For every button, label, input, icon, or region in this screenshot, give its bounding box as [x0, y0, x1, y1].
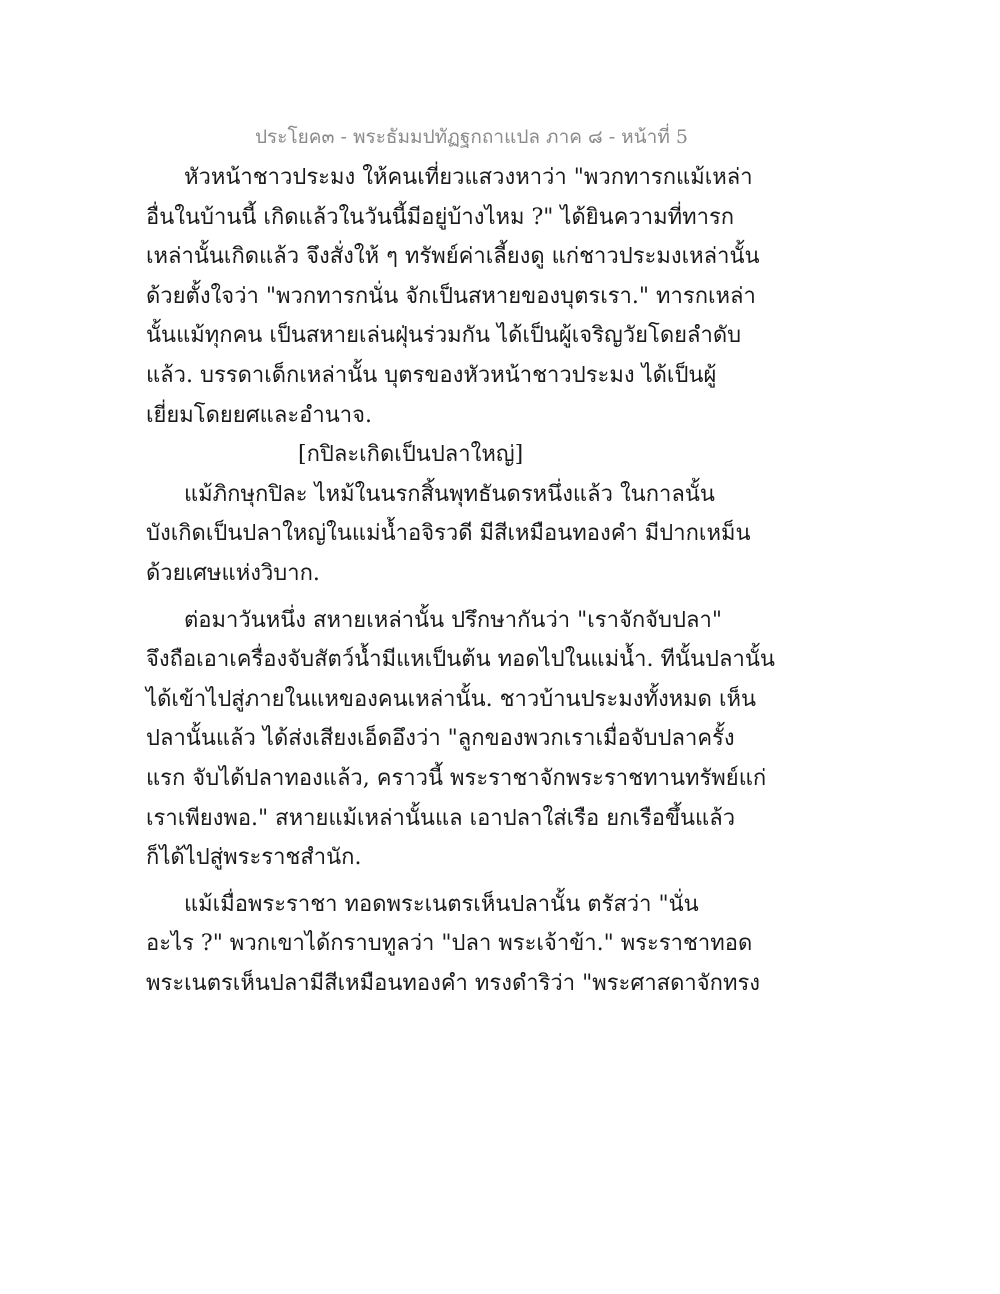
- text-line: อะไร ?" พวกเขาได้กราบทูลว่า "ปลา พระเจ้าข้า." พระราชาทอด: [146, 931, 753, 957]
- text-line: ปลานั้นแล้ว ได้ส่งเสียงเอ็ดอึงว่า "ลูกของพวกเราเมื่อจับปลาครั้ง: [146, 726, 735, 752]
- paragraph-gap: [146, 594, 706, 601]
- text-line: ต่อมาวันหนึ่ง สหายเหล่านั้น ปรึกษากันว่า "เราจักจับปลา": [184, 607, 722, 633]
- text-line: อื่นในบ้านนี้ เกิดแล้วในวันนี้มีอยู่บ้างไหม ?" ได้ยินความที่ทารก: [146, 204, 735, 230]
- text-line: ด้วยเศษแห่งวิบาก.: [146, 560, 320, 586]
- text-line: แม้เมื่อพระราชา ทอดพระเนตรเห็นปลานั้น ตรัสว่า "นั่น: [184, 891, 699, 917]
- section-heading: [กปิละเกิดเป็นปลาใหญ่]: [298, 442, 524, 468]
- text-line: บังเกิดเป็นปลาใหญ่ในแม่น้ำอจิรวดี มีสีเหมือนทองคำ มีปากเหม็น: [146, 521, 751, 547]
- paragraph-gap: [146, 878, 706, 885]
- text-line: เยี่ยมโดยยศและอำนาจ.: [146, 402, 372, 428]
- text-line: ด้วยตั้งใจว่า "พวกทารกนั่น จักเป็นสหายของบุตรเรา." ทารกเหล่า: [146, 283, 756, 309]
- paragraph: [146, 885, 761, 1004]
- text-line: เหล่านั้นเกิดแล้ว จึงสั่งให้ ๆ ทรัพย์ค่าเลี้ยงดู แก่ชาวประมงเหล่านั้น: [146, 244, 760, 270]
- body-text: [146, 158, 775, 1003]
- paragraph: [146, 158, 760, 435]
- text-line: แม้ภิกษุกปิละ ไหม้ในนรกสิ้นพุทธันดรหนึ่งแล้ว ในกาลนั้น: [184, 481, 715, 507]
- text-line: จึงถือเอาเครื่องจับสัตว์น้ำมีแหเป็นต้น ทอดไปในแม่น้ำ. ทีนั้นปลานั้น: [146, 647, 775, 673]
- text-line: ได้เข้าไปสู่ภายในแหของคนเหล่านั้น. ชาวบ้านประมงทั้งหมด เห็น: [146, 686, 757, 712]
- text-line: แล้ว. บรรดาเด็กเหล่านั้น บุตรของหัวหน้าชาวประมง ได้เป็นผู้: [146, 362, 717, 388]
- text-line: เราเพียงพอ." สหายแม้เหล่านั้นแล เอาปลาใส่เรือ ยกเรือขึ้นแล้ว: [146, 805, 736, 831]
- text-line: ก็ได้ไปสู่พระราชสำนัก.: [146, 845, 362, 871]
- text-line: หัวหน้าชาวประมง ให้คนเที่ยวแสวงหาว่า "พวกทารกแม้เหล่า: [184, 165, 753, 190]
- paragraph: [146, 475, 751, 594]
- text-line: แรก จับได้ปลาทองแล้ว, คราวนี้ พระราชาจักพระราชทานทรัพย์แก่: [146, 765, 767, 791]
- running-header: ประโยค๓ - พระธัมมปทัฏฐกถาแปล ภาค ๘ - หน้าที่ 5: [254, 126, 688, 148]
- text-line: นั้นแม้ทุกคน เป็นสหายเล่นฝุ่นร่วมกัน ได้เป็นผู้เจริญวัยโดยลำดับ: [146, 323, 742, 349]
- paragraph: [146, 601, 775, 878]
- text-line: พระเนตรเห็นปลามีสีเหมือนทองคำ ทรงดำริว่า "พระศาสดาจักทรง: [146, 970, 761, 996]
